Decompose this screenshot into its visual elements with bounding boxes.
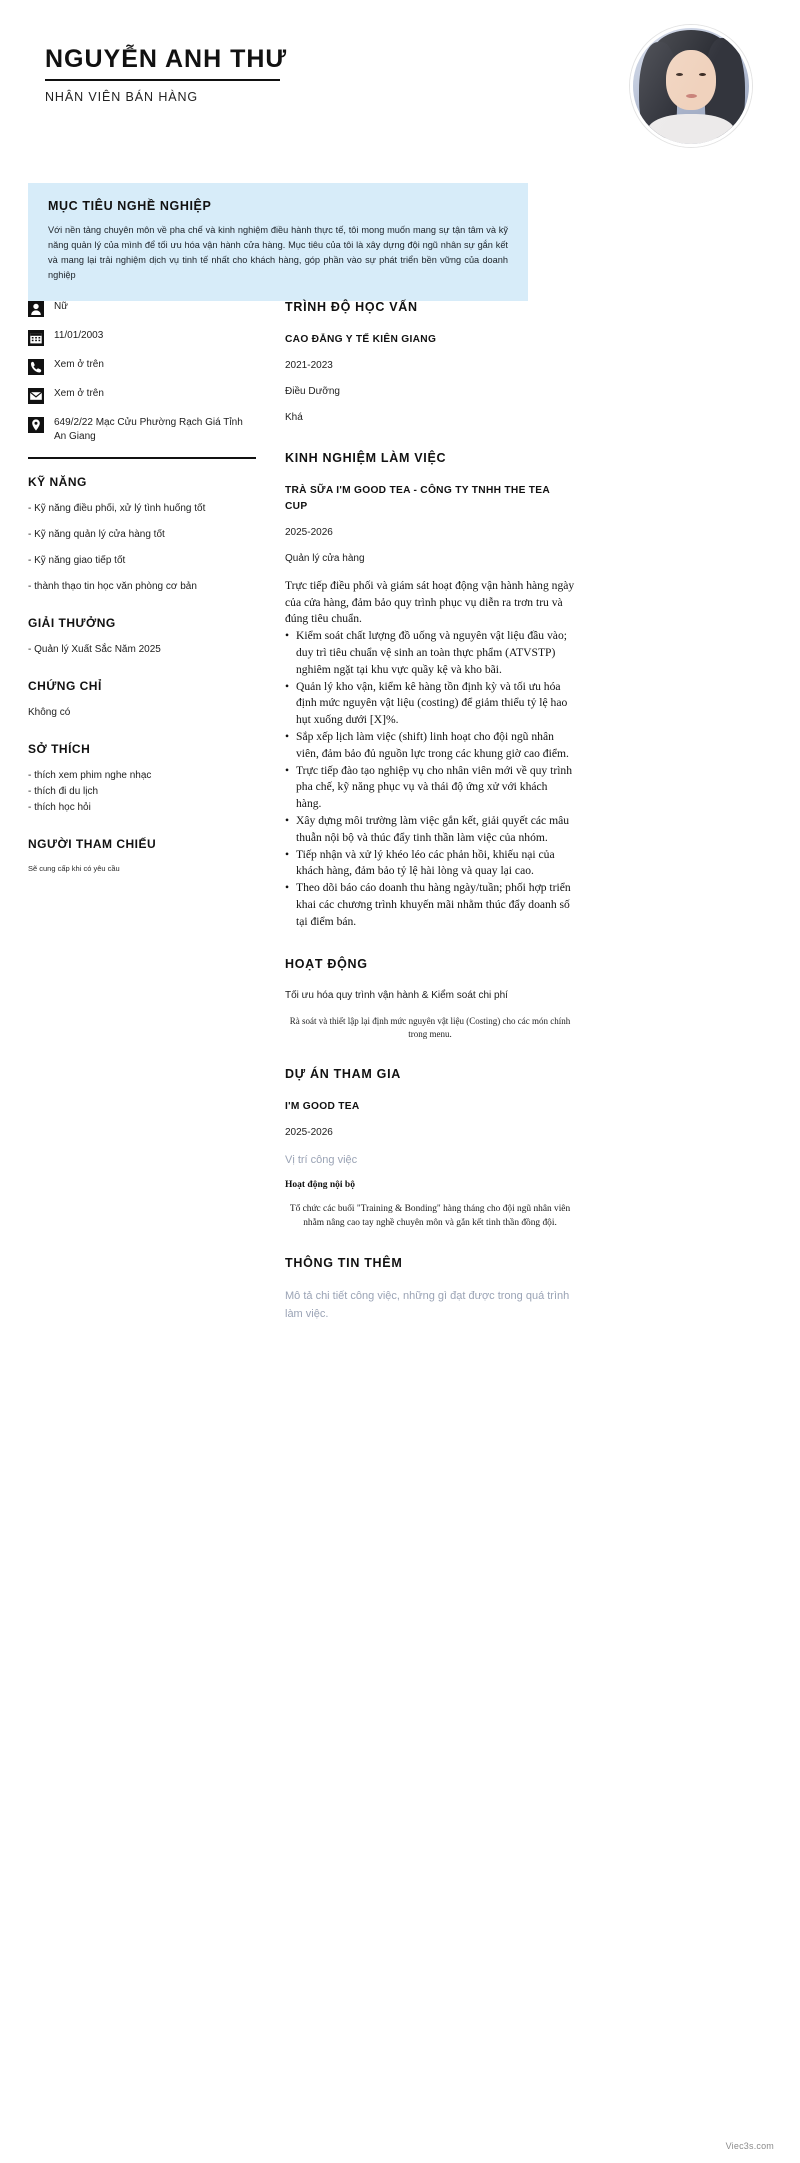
phone-icon	[28, 359, 44, 375]
project-period: 2025-2026	[285, 1127, 333, 1139]
footer-brand: Viec3s.com	[725, 2141, 774, 2151]
award-item: - Quản lý Xuất Sắc Năm 2025	[28, 643, 161, 655]
awards-heading: GIẢI THƯỞNG	[28, 615, 116, 630]
project-subtitle: Hoạt động nội bộ	[285, 1179, 355, 1190]
hobbies-heading: SỞ THÍCH	[28, 741, 91, 756]
hobby-item: - thích học hỏi	[28, 801, 91, 813]
awards-section	[28, 616, 256, 657]
hobby-item: - thích đi du lịch	[28, 785, 99, 797]
contact-row-address	[28, 416, 256, 444]
skills-heading: KỸ NĂNG	[28, 474, 87, 489]
additional-info-section	[285, 1256, 575, 1324]
hobbies-section	[28, 742, 256, 815]
skill-item: - Kỹ năng giao tiếp tốt	[28, 554, 126, 566]
project-role-placeholder: Vị trí công việc	[285, 1154, 358, 1167]
certificates-heading: CHỨNG CHỈ	[28, 678, 102, 693]
additional-info-placeholder: Mô tả chi tiết công việc, những gì đạt được trong quá trình làm việc.	[285, 1290, 570, 1320]
experience-bullet-text: Kiểm soát chất lượng đồ uống và nguyên vật liệu đầu vào; duy trì tiêu chuẩn vệ sinh an toàn thực phẩm (ATVSTP) nghiêm ngặt tại khu vực quầy kệ và kho bãi.	[296, 629, 567, 676]
contact-value-gender: Nữ	[54, 301, 68, 312]
title-divider	[45, 79, 280, 81]
contact-value-email: Xem ở trên	[54, 388, 104, 399]
career-objective-heading: MỤC TIÊU NGHỀ NGHIỆP	[48, 199, 212, 213]
experience-company: TRÀ SỮA I'M GOOD TEA - CÔNG TY TNHH THE TEA CUP	[285, 485, 550, 512]
experience-bullet	[285, 813, 575, 847]
avatar	[630, 25, 752, 147]
certificate-item: Không có	[28, 706, 71, 718]
education-section	[285, 300, 575, 425]
skills-section	[28, 475, 256, 594]
experience-bullet-text: Sắp xếp lịch làm việc (shift) linh hoạt cho đội ngũ nhân viên, đảm bảo đủ nguồn lực trong các khung giờ cao điểm.	[296, 730, 569, 760]
name-block	[45, 45, 465, 104]
experience-bullet-text: Tiếp nhận và xử lý khéo léo các phản hồi, khiếu nại của khách hàng, đảm bảo tỷ lệ hài lòng và quay lại cao.	[296, 847, 555, 878]
references-heading: NGƯỜI THAM CHIẾU	[28, 836, 157, 851]
bullet-dot: •	[285, 629, 290, 643]
page-title: NGUYỄN ANH THƯ	[45, 45, 288, 73]
location-icon	[28, 417, 44, 433]
experience-period: 2025-2026	[285, 526, 333, 538]
contact-row-gender	[28, 300, 256, 316]
person-icon	[28, 301, 44, 317]
experience-bullet	[285, 847, 575, 881]
projects-heading: DỰ ÁN THAM GIA	[285, 1066, 401, 1081]
experience-section	[285, 451, 575, 930]
activities-title: Tối ưu hóa quy trình vận hành & Kiểm soát chi phí	[285, 989, 508, 1001]
activities-heading: HOẠT ĐỘNG	[285, 956, 368, 971]
experience-bullet	[285, 880, 575, 930]
activities-section	[285, 957, 575, 1041]
skill-item: - Kỹ năng điều phối, xử lý tình huống tốt	[28, 502, 206, 514]
experience-bullet-text: Quản lý kho vận, kiểm kê hàng tồn định kỳ và tối ưu hóa định mức nguyên vật liệu (costing) để giảm thiểu tỷ lệ hao hụt xuống dưới [X]%.	[296, 679, 568, 727]
bullet-dot: •	[285, 679, 290, 693]
project-description: Tổ chức các buổi "Training & Bonding" hàng tháng cho đội ngũ nhân viên nhằm nâng cao tay nghề chuyên môn và gắn kết tinh thần đồng đội.	[289, 1203, 571, 1228]
references-note: Sẽ cung cấp khi có yêu cầu	[28, 863, 120, 873]
activities-note: Rà soát và thiết lập lại định mức nguyên vật liệu (Costing) cho các món chính trong menu.	[289, 1015, 571, 1039]
experience-role: Quản lý cửa hàng	[285, 552, 365, 564]
experience-bullet-text: Theo dõi báo cáo doanh thu hàng ngày/tuần; phối hợp triển khai các chương trình khuyến mãi nhằm thúc đẩy doanh số tại điểm bán.	[296, 881, 571, 928]
skill-item: - Kỹ năng quản lý cửa hàng tốt	[28, 528, 165, 540]
experience-bullet	[285, 679, 575, 729]
career-objective-section	[28, 183, 528, 301]
contact-value-phone: Xem ở trên	[54, 359, 104, 370]
contact-row-birthday	[28, 329, 256, 345]
experience-bullet-text: Xây dựng môi trường làm việc gắn kết, giải quyết các mâu thuẫn nội bộ và thúc đẩy tinh thần làm việc của nhóm.	[296, 814, 570, 844]
resume-header	[0, 0, 800, 170]
project-name: I'M GOOD TEA	[285, 1100, 360, 1112]
experience-bullet-list	[285, 628, 575, 930]
education-school: CAO ĐẲNG Y TẾ KIÊN GIANG	[285, 334, 437, 345]
bullet-dot: •	[285, 814, 290, 828]
contact-value-address: 649/2/22 Mạc Cửu Phường Rạch Giá Tỉnh An Giang	[54, 417, 243, 443]
experience-description	[285, 578, 575, 931]
skill-item: - thành thạo tin học văn phòng cơ bản	[28, 580, 197, 592]
main-column	[285, 300, 575, 1350]
email-icon	[28, 388, 44, 404]
contact-list	[28, 300, 256, 444]
experience-bullet	[285, 628, 575, 678]
bullet-dot: •	[285, 881, 290, 895]
references-section	[28, 837, 256, 874]
education-major: Điều Dưỡng	[285, 386, 340, 398]
additional-info-heading: THÔNG TIN THÊM	[285, 1256, 403, 1271]
experience-lead: Trực tiếp điều phối và giám sát hoạt động vận hành hàng ngày của cửa hàng, đảm bảo quy trình phục vụ diễn ra trơn tru và đúng tiêu chuẩn.	[285, 578, 575, 626]
career-objective-body: Với nền tảng chuyên môn về pha chế và kinh nghiệm điều hành thực tế, tôi mong muốn mang sự tận tâm và kỹ năng quản lý của mình để tối ưu hóa vận hành cửa hàng. Mục tiêu của tôi là xây dựng đội ngũ nhân sự gắn kết và mang lại trải nghiệm dịch vụ tinh tế nhất cho khách hàng, góp phần vào sự phát triển bền vững của doanh nghiệp	[48, 225, 508, 280]
contact-value-birthday: 11/01/2003	[54, 330, 104, 341]
calendar-icon	[28, 330, 44, 346]
education-grade: Khá	[285, 412, 303, 424]
contact-row-phone	[28, 358, 256, 374]
experience-bullet	[285, 763, 575, 813]
projects-section	[285, 1067, 575, 1230]
bullet-dot: •	[285, 847, 290, 861]
experience-bullet	[285, 729, 575, 763]
contact-row-email	[28, 387, 256, 403]
bullet-dot: •	[285, 730, 290, 744]
avatar-sheen	[633, 28, 749, 144]
education-heading: TRÌNH ĐỘ HỌC VẤN	[285, 300, 418, 314]
hobby-item: - thích xem phim nghe nhạc	[28, 769, 152, 781]
experience-bullet-text: Trực tiếp đào tạo nghiệp vụ cho nhân viên mới về quy trình pha chế, kỹ năng phục vụ và thái độ ứng xử với khách hàng.	[296, 763, 573, 811]
certificates-section	[28, 679, 256, 720]
sidebar	[28, 300, 256, 896]
experience-heading: KINH NGHIỆM LÀM VIỆC	[285, 451, 447, 466]
education-period: 2021-2023	[285, 360, 333, 372]
sidebar-divider	[28, 457, 256, 459]
job-title: NHÂN VIÊN BÁN HÀNG	[45, 89, 199, 104]
bullet-dot: •	[285, 763, 290, 777]
